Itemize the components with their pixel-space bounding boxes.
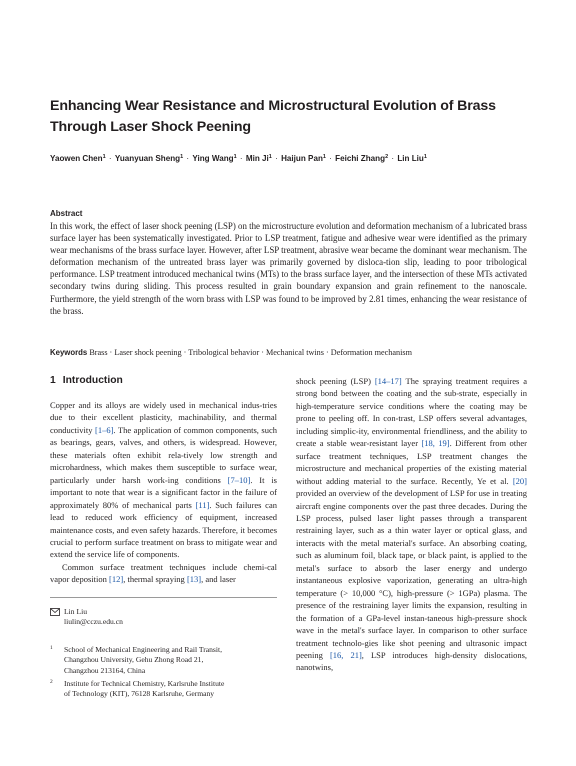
intro-paragraph-2 bbox=[50, 561, 277, 586]
author-separator: · bbox=[389, 154, 397, 163]
citation-link[interactable]: [13] bbox=[186, 574, 202, 585]
paper-title: Enhancing Wear Resistance and Microstructural Evolution of Brass Through Laser Shock Peening bbox=[50, 98, 496, 135]
citation-link[interactable]: [11] bbox=[195, 499, 210, 510]
affiliation-line: Changzhou 213164, China bbox=[64, 665, 146, 675]
paragraph-text: , LSP introduces high-density dislocations, nanotwins, bbox=[296, 649, 527, 673]
abstract-heading: Abstract bbox=[50, 209, 83, 218]
author-affiliation-mark: 1 bbox=[423, 154, 427, 160]
author-affiliation-mark: 2 bbox=[385, 154, 389, 160]
author-separator: · bbox=[106, 154, 114, 163]
author-name[interactable]: Feichi Zhang bbox=[335, 154, 386, 163]
author-affiliation-mark: 1 bbox=[322, 154, 326, 160]
keywords-items: Brass · Laser shock peening · Tribological behavior · Mechanical twins · Deformation mechanism bbox=[89, 348, 412, 357]
paragraph-text: . The application of common components, such as bearings, gears, valves, and others, is widespread. However, these materials often exhibit rela-tively low strength and microhardness, which makes them susceptible to surface wear, particularly under harsh work-ing conditions bbox=[50, 424, 277, 485]
author-name[interactable]: Haijun Pan bbox=[281, 154, 323, 163]
citation-link[interactable]: [14–17] bbox=[374, 376, 402, 386]
citation-link[interactable]: [20] bbox=[512, 475, 527, 486]
right-column bbox=[296, 375, 527, 674]
author-name[interactable]: Ying Wang bbox=[192, 154, 234, 163]
affiliation-mark: 1 bbox=[50, 645, 53, 651]
author-affiliation-mark: 1 bbox=[180, 154, 184, 160]
author-affiliation-mark: 1 bbox=[233, 154, 237, 160]
abstract-body: In this work, the effect of laser shock peening (LSP) on the microstructure evolution and deformation mechanism of a lubricated brass surface layer has been systematically investigated. Prior to LSP treatment, fatigue and adhesive wear were identified as the primary wear mechanisms of the brass surface layer. However, after LSP treatment, abrasive wear became the dominant wear mechanism. The deformation mechanism of the untreated brass layer was primarily governed by disloca-tion slip, leading to poor tribological performance. LSP treatment introduced mechanical twins (MTs) to the brass surface layer, and the intersection of these MTs activated secondary twins during sliding. This process resulted in grain boundary expansion and grain refinement to the nanoscale. Furthermore, the yield strength of the worn brass with LSP was found to be improved by 2.81 times, enhancing the wear resistance of the brass. bbox=[50, 221, 527, 316]
keywords-label: Keywords bbox=[50, 348, 88, 357]
section-title: Introduction bbox=[62, 375, 123, 386]
section-heading-introduction bbox=[50, 375, 123, 386]
paragraph-text: Common surface treatment techniques include chemi-cal vapor deposition bbox=[50, 561, 277, 585]
paragraph-text: provided an overview of the development of LSP for use in treating aircraft engine components over the past three decades. During the LSP process, pulsed laser light passes through a transparent restraining layer, such as a thin water layer or optical glass, and interacts with the metal material's surface. An absorbing coating, such as aluminum foil, black tape, or black paint, is applied to the metal's surface to absorb the laser energy and undergo instantaneous explosive vaporization, generating an ultra-high temperature (> 10,000 °C), high-pressure (> 1GPa) plasma. The presence of the restraining layer limits the expansion, resulting in the formation of a GPa-level instan-taneous high-pressure shock wave in the metal's surface layer. In comparison to other surface treatment technolo-gies like shot peening and ultrasonic impact peening bbox=[296, 488, 527, 660]
citation-link[interactable]: [7–10] bbox=[227, 474, 251, 485]
citation-link[interactable]: [16, 21] bbox=[329, 649, 362, 660]
intro-paragraph-continued bbox=[296, 375, 527, 674]
affiliation-line: School of Mechanical Engineering and Rail Transit, bbox=[64, 645, 222, 654]
corresponding-author-name: Lin Liu bbox=[64, 607, 87, 616]
paragraph-text: . It is important to note that wear is a significant factor in the failure of approximately 80% of mechanical parts bbox=[50, 474, 277, 510]
author-separator: · bbox=[272, 154, 281, 163]
corresponding-author-email[interactable]: liulin@cczu.edu.cn bbox=[64, 617, 123, 627]
left-column bbox=[50, 399, 277, 586]
author-list bbox=[50, 152, 530, 164]
author-name[interactable]: Lin Liu bbox=[397, 154, 424, 163]
author-affiliation-mark: 1 bbox=[268, 154, 272, 160]
section-number: 1 bbox=[50, 375, 56, 386]
author-separator: · bbox=[326, 154, 335, 163]
citation-link[interactable]: [12] bbox=[109, 574, 124, 585]
envelope-icon bbox=[50, 608, 60, 619]
paragraph-text: , and laser bbox=[201, 574, 236, 585]
citation-link[interactable]: [18, 19] bbox=[421, 438, 450, 449]
author-separator: · bbox=[184, 154, 192, 163]
author-name[interactable]: Yuanyuan Sheng bbox=[114, 154, 181, 163]
paragraph-text: The spraying treatment requires a strong bond between the coating and the sub-strate, especially in high-temperature service conditions where the coating may be prone to peeling off. In con-trast, LSP offers several advantages, including simplic-ity, environmental friendliness, and the ability to create a stable wear-resistant layer bbox=[296, 376, 528, 449]
affiliation-line: Institute for Technical Chemistry, Karlsruhe Institute bbox=[64, 679, 225, 688]
affiliation-line: Changzhou University, Gehu Zhong Road 21, bbox=[64, 655, 204, 665]
paragraph-text: . Such failures can lead to reduced work efficiency of equipment, increased maintenance costs, and even safety hazards. Therefore, it becomes crucial to perform surface treatment on brass to mitigate wear and extend the service life of components. bbox=[50, 499, 277, 560]
affiliation-mark: 2 bbox=[50, 679, 53, 685]
citation-link[interactable]: [1–6] bbox=[95, 424, 114, 435]
paragraph-text: , thermal spraying bbox=[123, 574, 187, 585]
affiliation-line: of Technology (KIT), 76128 Karlsruhe, Germany bbox=[64, 689, 215, 699]
author-separator: · bbox=[237, 154, 245, 163]
author-name[interactable]: Min Ji bbox=[245, 154, 269, 163]
author-name[interactable]: Yaowen Chen bbox=[50, 154, 103, 163]
paragraph-text: shock peening (LSP) bbox=[296, 376, 375, 386]
paragraph-text: Copper and its alloys are widely used in mechanical indus-tries due to their excellent plasticity, machinability, and thermal conductivity bbox=[50, 400, 277, 435]
footnote-divider bbox=[50, 597, 277, 598]
keywords-line bbox=[50, 347, 527, 358]
intro-paragraph-1 bbox=[50, 399, 277, 561]
paragraph-text: . Different from other surface treatment techniques, LSP treatment changes the microstructure and mechanical properties of the existing material without adding material to the surface. Recently, Ye et al. bbox=[296, 438, 527, 486]
author-affiliation-mark: 1 bbox=[102, 154, 106, 160]
